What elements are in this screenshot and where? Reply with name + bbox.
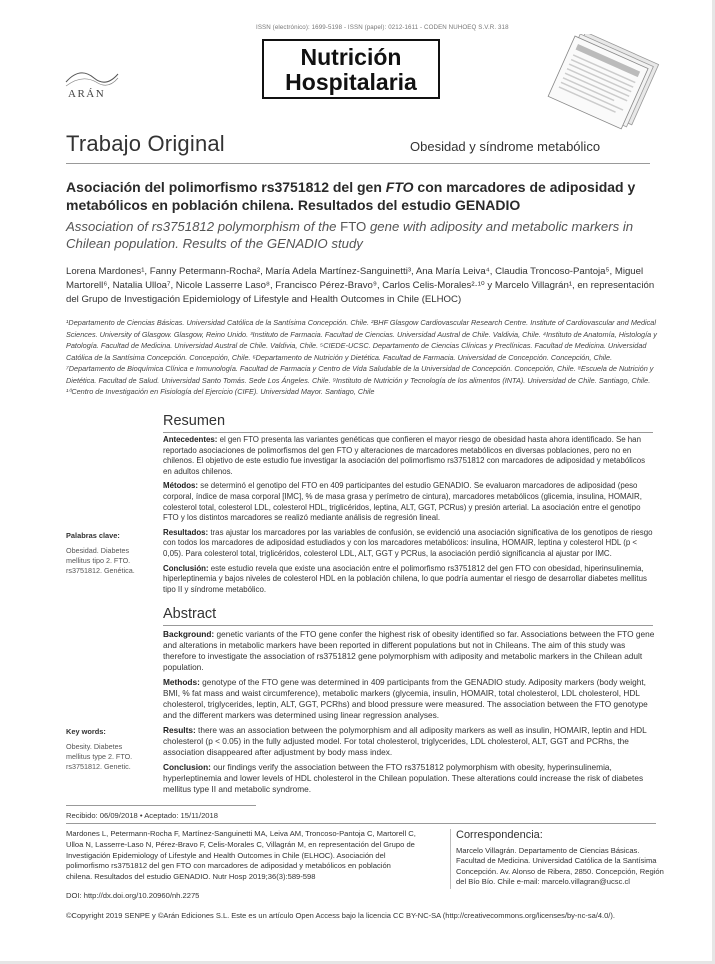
resumen-conclusion: [163, 564, 655, 596]
received-accepted-dates: Recibido: 06/09/2018 • Aceptado: 15/11/2018: [66, 811, 218, 820]
abstract-rule: [163, 625, 653, 626]
abstract-heading: Abstract: [163, 606, 217, 622]
title-spanish: [66, 178, 666, 214]
palabras-clave-text: Obesidad. Diabetes mellitus tipo 2. FTO. rs3751812. Genética.: [66, 546, 135, 575]
conclusion-en-label: Conclusion:: [163, 762, 211, 772]
resultados-text: tras ajustar los marcadores por las variables de confusión, se evidenció una asociación significativa de los genotipos de riesgo con todos los marcadores de adiposidad estudiados y con los marcadores metabólicos: insulina, HOMAIR, leptina y colesterol HDL (p < 0,05). Para colesterol total, triglicéridos, colesterol LDL, ALT, GGT y PCRus, la asociación perdió significancia al ajustar por IMC.: [163, 527, 653, 558]
keywords-title: Key words:: [66, 727, 106, 736]
correspondence-divider: [450, 829, 451, 889]
journal-title: [262, 39, 440, 99]
resumen-metodos: [163, 481, 655, 523]
article-topic: Obesidad y síndrome metabólico: [410, 139, 601, 154]
title-en-part1: Association of rs3751812 polymorphism of the: [66, 219, 341, 234]
title-en-gene: FTO: [340, 219, 367, 234]
metodos-text: se determinó el genotipo del FTO en 409 participantes del estudio GENADIO. Se evaluaron marcadores de adiposidad (peso corporal, índice de masa corporal [IMC], % de masa grasa y perímetro de cintura), marcadores metabólicos (glicemia, insulina, HOMAIR, colesterol total, colesterol LDL, colesterol HDL, triglicéridos, leptina, ALT, GGT, PCRus) y presión arterial. La asociación entre el genotipo FTO y los distintos marcadores se realizó mediante análisis de regresión lineal.: [163, 481, 642, 523]
title-es-gene: FTO: [385, 179, 414, 195]
title-en-part2: gene with adiposity and metabolic markers in Chilean population. Results of the GENADIO study: [66, 219, 634, 251]
results-text: there was an association between the polymorphism and all adiposity markers as well as insulin, HOMAIR, leptin and HDL cholesterol (p < 0.05) in the fully adjusted model. For total cholesterol, triglycerides, LDL cholesterol, ALT, GGT and PCRhs, the association disappeared after adjustment by body mass index.: [163, 725, 647, 757]
keywords-text: Obesity. Diabetes mellitus type 2. FTO. rs3751812. Genetic.: [66, 742, 133, 771]
aran-logo: [60, 60, 124, 100]
methods-text: genotype of the FTO gene was determined in 409 participants from the GENADIO study. Adiposity markers (body weight, BMI, % fat mass and waist circumference), metabolic markers (glycemia, insulin, HOMAIR, total cholesterol, LDL cholesterol, HDL cholesterol, triglycerides, leptin, ALT, GGT, PCRhs) and blood pressure were measured. The association between the FTO genotype and the different markers was determined using linear regression analyses.: [163, 677, 648, 720]
citation: Mardones L, Petermann-Rocha F, Martínez-Sanguinetti MA, Leiva AM, Troncoso-Pantoja C, Martorell C, Ulloa N, Lasserre-Laso N, Pérez-Bravo F, Celis-Morales C, Villagrán M, en representación del Grupo de Investigación Epidemiology of Lifestyle and Health Outcomes in Chile (ELHOC). Asociación del polimorfismo rs3751812 del gen FTO con marcadores de adiposidad y metabólicos en población chilena. Resultados del estudio GENADIO. Nutr Hosp 2019;36(3):589-598: [66, 829, 416, 882]
article-type: Trabajo Original: [66, 131, 225, 156]
journal-stack-image: [540, 34, 668, 134]
conclusion-en-text: our findings verify the association between the FTO rs3751812 polymorphism with obesity, hyperinsulinemia, hyperleptinemia and lower levels of HDL cholesterol in the Chilean population. These alterations could increase the risk of diabetes mellitus type II and metabolic syndrome.: [163, 762, 644, 794]
journal-title-line1: Nutrición: [300, 44, 402, 70]
footer-rule: [66, 823, 656, 824]
abstract-results: [163, 725, 655, 758]
resumen-heading: Resumen: [163, 413, 226, 429]
background-label: Background:: [163, 629, 215, 639]
title-es-part1: Asociación del polimorfismo rs3751812 del gen: [66, 179, 386, 195]
metodos-label: Métodos:: [163, 481, 199, 491]
affiliations: ¹Departamento de Ciencias Básicas. Universidad Católica de la Santísima Concepción. Chile. ²BHF Glasgow Cardiovascular Research Centre. Institute of Cardiovascular and Medical Sciences. University of Glasgow. Glasgow, Reino Unido. ³Instituto de Farmacia. Facultad de Ciencias. Universidad Austral de Chile. Valdivia, Chile. ⁴Instituto de Anatomía, Histología y Patología. Facultad de Medicina. Universidad Austral de Chile. Valdivia, Chile. ⁵CIEDE-UCSC. Departamento de Ciencias Clínicas y Preclínicas. Facultad de Medicina. Universidad Católica de la Santísima Concepción. Concepción, Chile. ⁶Departamento de Nutrición y Dietética. Facultad de Farmacia. Universidad de Concepción. Concepción, Chile. ⁷Departamento de Bioquímica Clínica e Inmunología. Facultad de Farmacia y Centro de Vida Saludable de la Universidad de Concepción. Concepción, Chile. ⁸Escuela de Nutrición y Dietética. Facultad de Salud. Universidad Santo Tomás. Sede Los Ángeles. Chile. ⁹Instituto de Nutrición y Tecnología de los alimentos (INTA). Universidad de Chile. Santiago, Chile. ¹⁰Centro de Investigación en Fisiología del Ejercicio (CIFE). Universidad Mayor. Santiago, Chile: [66, 318, 657, 396]
conclusion-es-text: este estudio revela que existe una asociación entre el polimorfismo rs3751812 del gen FTO con obesidad, hiperinsulinemia, hiperleptinemia y bajos niveles de colesterol HDL en la población chilena, lo que podría aumentar el riesgo de desarrollar diabetes mellitus tipo II y síndrome metabólico.: [163, 563, 647, 594]
antecedentes-text: el gen FTO presenta las variantes genéticas que confieren el mayor riesgo de obesidad hasta ahora identificado. Se han reportado asociaciones de polimorfismos del gen FTO y alteraciones de marcadores metabólicos en diversas poblaciones, pero no en chilenos. El objetivo de este estudio fue investigar la asociación del polimorfismo rs3751812 con marcadores de adiposidad y metabólicos en adultos chilenos.: [163, 435, 646, 476]
abstract-methods: [163, 677, 655, 721]
abstract-body: [163, 629, 655, 799]
doi-link[interactable]: DOI: http://dx.doi.org/10.20960/nh.2275: [66, 891, 200, 900]
issn-line: ISSN (electrónico): 1699-5198 - ISSN (papel): 0212-1611 - CODEN NUHOEQ S.V.R. 318: [256, 24, 509, 31]
header-rule: [66, 163, 650, 164]
svg-text:ARÁN: ARÁN: [68, 88, 106, 100]
journal-title-line2: Hospitalaria: [285, 69, 417, 95]
author-list: Lorena Mardones¹, Fanny Petermann-Rocha², María Adela Martínez-Sanguinetti³, Ana María Leiva⁴, Claudia Troncoso-Pantoja⁵, Miguel Martorell⁶, Natalia Ulloa⁷, Nicole Lasserre Laso⁸, Francisco Pérez-Bravo⁹, Carlos Celis-Morales²·¹⁰ y Marcelo Villagrán¹, en representación del Grupo de Investigación Epidemiology of Lifestyle and Health Outcomes in Chile (ELHOC): [66, 266, 655, 305]
resumen-body: [163, 435, 655, 599]
abstract-background: [163, 629, 655, 673]
dates-rule: [66, 805, 256, 806]
correspondence-heading: Correspondencia:: [456, 829, 543, 841]
resumen-resultados: [163, 528, 655, 560]
copyright-notice: ©Copyright 2019 SENPE y ©Arán Ediciones S.L. Este es un artículo Open Access bajo la licencia CC BY-NC-SA (http://creativecommons.org/licenses/by-nc-sa/4.0/).: [66, 911, 615, 920]
title-es-part2: con marcadores de adiposidad y metabólicos en población chilena. Resultados del estudio GENADIO: [66, 179, 636, 213]
conclusion-es-label: Conclusión:: [163, 563, 209, 573]
background-text: genetic variants of the FTO gene confer the highest risk of obesity identified so far. Associations between the FTO gene and alterations in metabolic markers have been reported in different populations but not in Chileans. The aim of this study was therefore to investigate the association of rs3751812 gene polymorphism with adiposity and metabolic markers in the Chilean adult population.: [163, 629, 655, 672]
title-english: [66, 218, 666, 252]
resumen-rule: [163, 432, 653, 433]
abstract-conclusion: [163, 762, 655, 795]
methods-label: Methods:: [163, 677, 200, 687]
results-label: Results:: [163, 725, 196, 735]
palabras-clave-title: Palabras clave:: [66, 531, 120, 540]
resultados-label: Resultados:: [163, 527, 209, 537]
correspondence-text: Marcelo Villagrán. Departamento de Ciencias Básicas. Facultad de Medicina. Universidad Católica de la Santísima Concepción. Av. Alonso de Ribera, 2850. Concepción, Región del Bío Bío. Chile e-mail: marcelo.villagran@ucsc.cl: [456, 846, 664, 887]
resumen-antecedentes: [163, 435, 655, 477]
antecedentes-label: Antecedentes:: [163, 435, 218, 444]
